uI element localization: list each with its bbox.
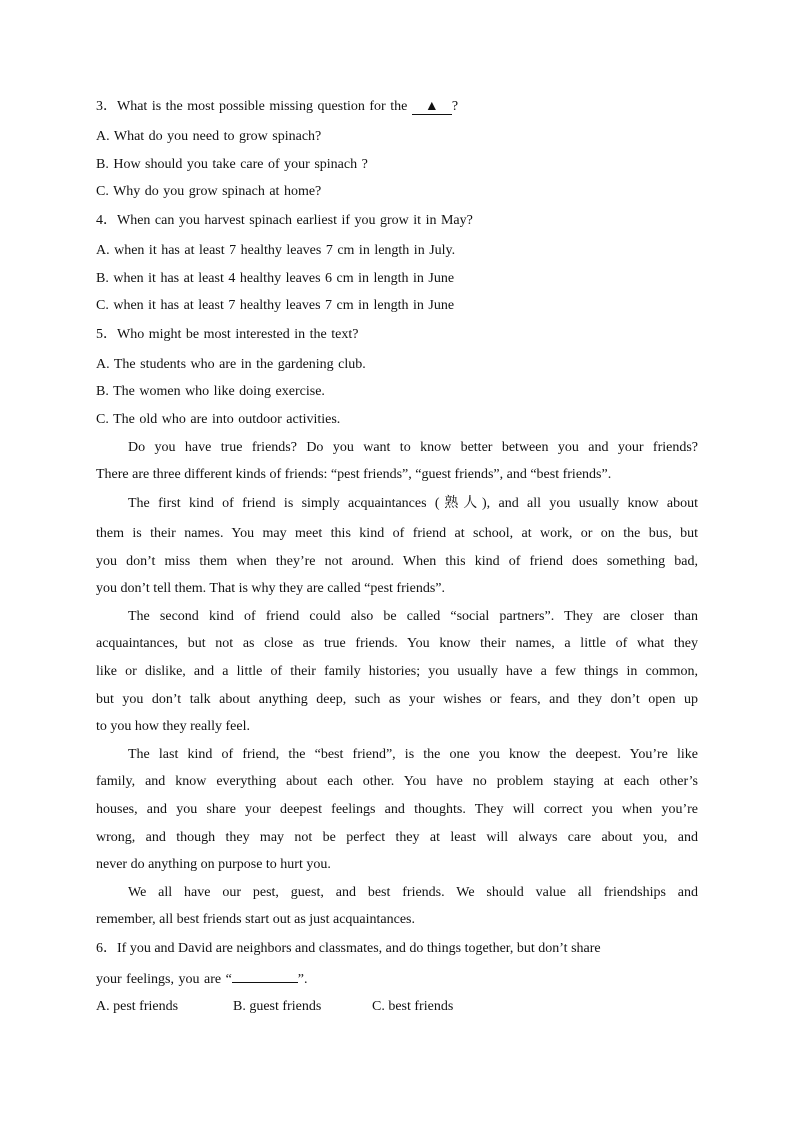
passage-p5-line-1: We all have our pest, guest, and best friends. We should value all friendships and [128, 885, 698, 900]
question-3-option-a: A. What do you need to grow spinach? [96, 129, 322, 144]
question-4-option-a: A. when it has at least 7 healthy leaves 7 cm in length in July. [96, 243, 456, 258]
question-4-option-c: C. when it has at least 7 healthy leaves 7 cm in length in June [96, 298, 455, 313]
passage-p3-line-4: but you don’t talk about anything deep, such as your wishes or fears, and they don’t open up [96, 692, 698, 707]
question-3-option-c: C. Why do you grow spinach at home? [96, 184, 322, 199]
question-6-option-b: B. guest friends [233, 999, 322, 1014]
question-3-blank: ▲ [412, 100, 452, 115]
passage-p4-line-2: family, and know everything about each other. You have no problem staying at each other’s [96, 774, 698, 789]
question-6-end: ”. [297, 972, 308, 987]
question-5-stem: 5．Who might be most interested in the text? [96, 327, 359, 342]
passage-p3-line-5: to you how they really feel. [96, 719, 250, 734]
question-5-option-c: C. The old who are into outdoor activities. [96, 412, 341, 427]
question-3-end: ? [451, 99, 459, 114]
question-6-text: your feelings, you are “ [96, 972, 232, 987]
passage-p2-line-1: The first kind of friend is simply acquaintances (熟人), and all you usually know about [128, 496, 698, 511]
passage-p2-line-2: them is their names. You may meet this kind of friend at school, at work, or on the bus, but [96, 526, 698, 541]
passage-p5-line-2: remember, all best friends start out as just acquaintances. [96, 912, 415, 927]
question-4-stem: 4．When can you harvest spinach earliest if you grow it in May? [96, 213, 473, 228]
passage-p2-line-3: you don’t miss them when they’re not around. When this kind of friend does something bad, [96, 554, 698, 569]
question-6-option-c: C. best friends [372, 999, 454, 1014]
question-6-option-a: A. pest friends [96, 999, 179, 1014]
question-6-stem-line-1: 6．If you and David are neighbors and classmates, and do things together, but don’t share [96, 941, 601, 956]
question-3-stem [96, 98, 458, 116]
passage-p1-line-1: Do you have true friends? Do you want to know better between you and your friends? [128, 440, 698, 455]
passage-p4-line-4: wrong, and though they may not be perfect they at least will always care about you, and [96, 830, 698, 845]
passage-p3-line-3: like or dislike, and a little of their family histories; you usually have a few things in common, [96, 664, 698, 679]
passage-p2-line-4: you don’t tell them. That is why they are called “pest friends”. [96, 581, 445, 596]
question-6-blank [232, 970, 298, 983]
passage-p1-line-2: There are three different kinds of friends: “pest friends”, “guest friends”, and “best friends”. [96, 467, 612, 482]
passage-p3-line-2: acquaintances, but not as close as true friends. You know their names, a little of what they [96, 636, 698, 651]
question-3-text: 3．What is the most possible missing question for the [96, 99, 412, 114]
question-5-option-b: B. The women who like doing exercise. [96, 384, 325, 399]
passage-p3-line-1: The second kind of friend could also be called “social partners”. They are closer than [128, 609, 698, 624]
question-3-option-b: B. How should you take care of your spinach ? [96, 157, 368, 172]
question-5-option-a: A. The students who are in the gardening club. [96, 357, 366, 372]
passage-p4-line-5: never do anything on purpose to hurt you. [96, 857, 331, 872]
passage-p4-line-3: houses, and you share your deepest feelings and thoughts. They will correct you when you’re [96, 802, 698, 817]
question-4-option-b: B. when it has at least 4 healthy leaves 6 cm in length in June [96, 271, 455, 286]
passage-p4-line-1: The last kind of friend, the “best friend”, is the one you know the deepest. You’re like [128, 747, 698, 762]
question-6-stem-line-2 [96, 970, 308, 989]
